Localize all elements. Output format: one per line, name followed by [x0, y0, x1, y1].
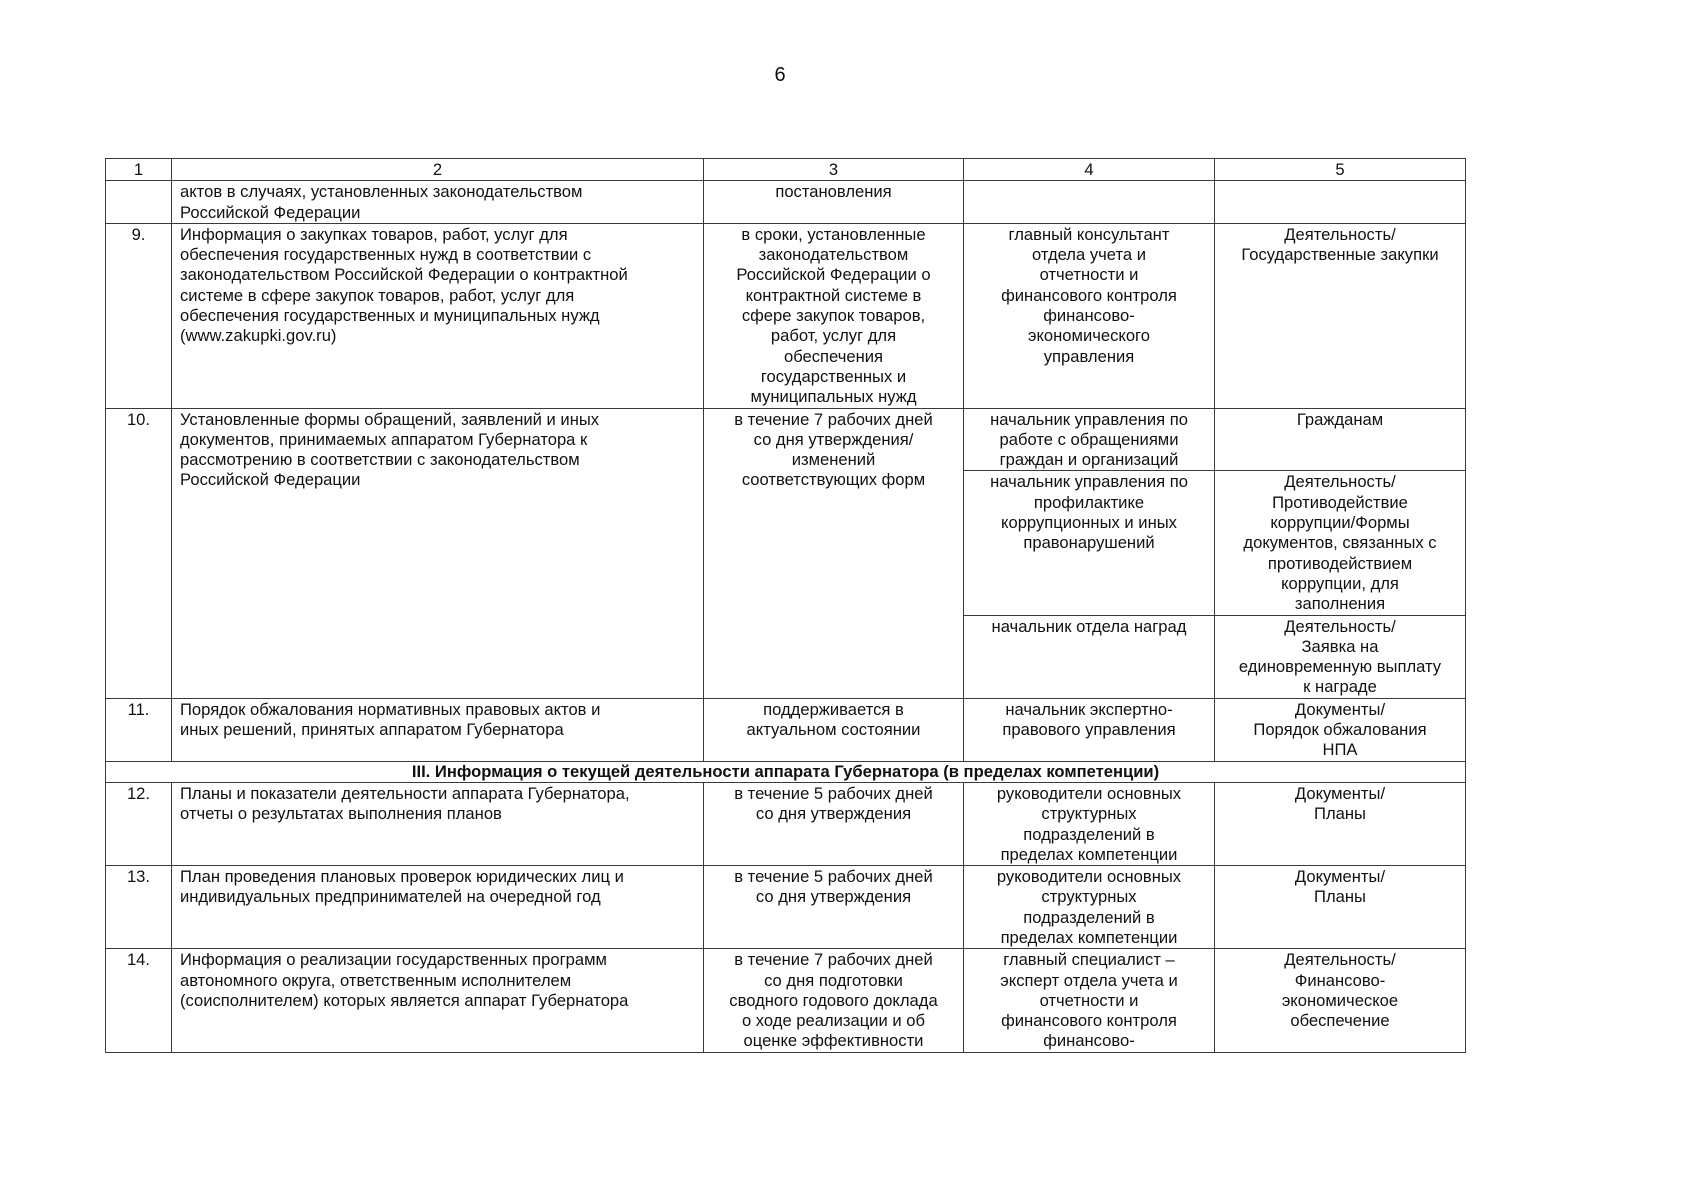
cell-text-line: обеспечение [1290, 1011, 1390, 1031]
cell-text-line: Российской Федерации [180, 470, 361, 490]
cell-text-line: начальник управления по [990, 472, 1188, 492]
cell-text-line: соответствующих форм [741, 470, 926, 490]
cell-text-line: в течение 5 рабочих дней [734, 867, 933, 887]
cell-text-line: Деятельность/ [1284, 616, 1396, 636]
cell-text-line: о ходе реализации и об [741, 1011, 926, 1031]
cell-text-line: со дня подготовки [764, 970, 903, 990]
document-table [105, 158, 1466, 1053]
cell-text-line: сводного годового доклада [729, 990, 938, 1010]
cell-text-line: единовременную выплату [1238, 657, 1442, 677]
cell-text-line: индивидуальных предпринимателей на очередной год [180, 887, 601, 907]
deadline-cell [704, 698, 964, 761]
cell-text-line: коррупции, для [1281, 573, 1399, 593]
cell-text-line: Планы [1314, 804, 1366, 824]
cell-text-line: Планы [1314, 887, 1366, 907]
cell-text-line: обеспечения государственных и муниципальных нужд [180, 306, 600, 326]
cell-text-line: со дня утверждения/ [753, 429, 914, 449]
cell-text-line: отдела учета и [1032, 245, 1146, 265]
info-cell [172, 782, 704, 865]
row-number-cell: 13. [106, 866, 172, 949]
cell-text-line: руководители основных [996, 783, 1182, 803]
cell-text-line: Российской Федерации о [736, 265, 931, 285]
header-cell: 5 [1215, 159, 1466, 181]
section-cell [1215, 408, 1466, 471]
table-row-11 [106, 698, 1466, 761]
responsible-cell [964, 471, 1215, 615]
row-number-cell: 11. [106, 698, 172, 761]
cell-text-line: начальник отдела наград [991, 616, 1187, 636]
cell-text-line: (соисполнителем) которых является аппарат Губернатора [180, 990, 629, 1010]
section-heading: III. Информация о текущей деятельности аппарата Губернатора (в пределах компетенции) [106, 761, 1466, 782]
header-cell: 4 [964, 159, 1215, 181]
cell-text-line: Государственные закупки [1241, 245, 1439, 265]
cell-text-line: в течение 7 рабочих дней [734, 409, 933, 429]
cell-text-line: финансово- [1043, 1031, 1135, 1051]
cell-text-line: профилактике [1033, 492, 1145, 512]
cell-text-line: иных решений, принятых аппаратом Губернатора [180, 720, 564, 740]
cell-text-line: Информация о закупках товаров, работ, услуг для [180, 224, 568, 244]
row-number-cell [106, 181, 172, 224]
cell-text-line: актов в случаях, установленных законодательством [180, 182, 583, 202]
cell-text-line: отчетности и [1039, 990, 1139, 1010]
cell-text-line: управления [1043, 346, 1135, 366]
responsible-cell [964, 615, 1215, 698]
cell-text-line: актуальном состоянии [746, 720, 921, 740]
cell-text-line: Порядок обжалования нормативных правовых актов и [180, 699, 601, 719]
section-heading-row [106, 761, 1466, 782]
section-cell [1215, 949, 1466, 1052]
cell-text-line: Деятельность/ [1284, 224, 1396, 244]
cell-text-line: финансово- [1043, 306, 1135, 326]
cell-text-line: системе в сфере закупок товаров, работ, услуг для [180, 285, 575, 305]
responsible-cell [964, 223, 1215, 408]
cell-text-line: главный специалист – [1003, 950, 1175, 970]
header-cell: 3 [704, 159, 964, 181]
cell-text-line: государственных и [760, 366, 907, 386]
table-row-9 [106, 223, 1466, 408]
cell-text-line: контрактной системе в [745, 285, 922, 305]
cell-text-line: работе с обращениями [999, 429, 1179, 449]
responsible-cell [964, 181, 1215, 224]
section-cell [1215, 698, 1466, 761]
table-row-12 [106, 782, 1466, 865]
cell-text-line: постановления [775, 182, 892, 202]
row-number-cell: 14. [106, 949, 172, 1052]
cell-text-line: в сроки, установленные [741, 224, 926, 244]
section-cell [1215, 866, 1466, 949]
row-number-cell: 9. [106, 223, 172, 408]
section-cell [1215, 223, 1466, 408]
cell-text-line: к награде [1303, 677, 1377, 697]
cell-text-line: Документы/ [1294, 783, 1386, 803]
cell-text-line: противодействием [1267, 553, 1413, 573]
info-cell [172, 181, 704, 224]
cell-text-line: подразделений в [1023, 824, 1155, 844]
cell-text-line: начальник управления по [990, 409, 1188, 429]
info-cell [172, 698, 704, 761]
cell-text-line: заполнения [1294, 594, 1386, 614]
deadline-cell [704, 408, 964, 698]
page-number: 6 [774, 64, 786, 86]
header-cell: 1 [106, 159, 172, 181]
cell-text-line: рассмотрению в соответствии с законодательством [180, 450, 580, 470]
cell-text-line: правового управления [1002, 720, 1176, 740]
responsible-cell [964, 782, 1215, 865]
deadline-cell [704, 223, 964, 408]
cell-text-line: со дня утверждения [755, 804, 912, 824]
cell-text-line: экономическое [1281, 990, 1399, 1010]
cell-text-line: План проведения плановых проверок юридических лиц и [180, 867, 624, 887]
cell-text-line: Информация о реализации государственных программ [180, 950, 607, 970]
cell-text-line: законодательством Российской Федерации о контрактной [180, 265, 628, 285]
cell-text-line: оценке эффективности [743, 1031, 924, 1051]
cell-text-line: финансового контроля [1001, 1011, 1177, 1031]
cell-text-line: экономического [1028, 326, 1150, 346]
header-cell: 2 [172, 159, 704, 181]
cell-text-line: обеспечения государственных нужд в соответствии с [180, 245, 592, 265]
cell-text-line: главный консультант [1008, 224, 1170, 244]
section-cell [1215, 782, 1466, 865]
cell-text-line: обеспечения [783, 346, 884, 366]
responsible-cell [964, 866, 1215, 949]
cell-text-line: НПА [1322, 740, 1358, 760]
cell-text-line: Финансово- [1294, 970, 1386, 990]
cell-text-line: Гражданам [1296, 409, 1384, 429]
cell-text-line: документов, принимаемых аппаратом Губернатора к [180, 429, 588, 449]
cell-text-line: начальник экспертно- [1005, 699, 1173, 719]
cell-text-line: граждан и организаций [999, 450, 1179, 470]
cell-text-line: муниципальных нужд [750, 387, 917, 407]
cell-text-line: работ, услуг для [770, 326, 897, 346]
deadline-cell [704, 949, 964, 1052]
cell-text-line: пределах компетенции [1000, 844, 1178, 864]
section-cell [1215, 471, 1466, 615]
cell-text-line: Деятельность/ [1284, 950, 1396, 970]
cell-text-line: в течение 5 рабочих дней [734, 783, 933, 803]
deadline-cell [704, 782, 964, 865]
table-row-continuation [106, 181, 1466, 224]
info-cell [172, 866, 704, 949]
cell-text-line: Противодействие [1272, 492, 1408, 512]
responsible-cell [964, 698, 1215, 761]
cell-text-line: законодательством [758, 245, 909, 265]
deadline-cell [704, 866, 964, 949]
table-row-13 [106, 866, 1466, 949]
cell-text-line: Документы/ [1294, 867, 1386, 887]
cell-text-line: эксперт отдела учета и [1000, 970, 1178, 990]
cell-text-line: Деятельность/ [1284, 472, 1396, 492]
table-row-10 [106, 408, 1466, 471]
table-header-row [106, 159, 1466, 181]
section-cell [1215, 181, 1466, 224]
cell-text-line: пределах компетенции [1000, 927, 1178, 947]
cell-text-line: в течение 7 рабочих дней [734, 950, 933, 970]
cell-text-line: Порядок обжалования [1253, 720, 1427, 740]
cell-text-line: документов, связанных с [1243, 533, 1437, 553]
cell-text-line: Российской Федерации [180, 202, 361, 222]
cell-text-line: изменений [791, 450, 876, 470]
row-number-cell: 10. [106, 408, 172, 698]
cell-text-line: структурных [1041, 804, 1137, 824]
cell-text-line: подразделений в [1023, 907, 1155, 927]
cell-text-line: отчетности и [1039, 265, 1139, 285]
cell-text-line: структурных [1041, 887, 1137, 907]
cell-text-line: Заявка на [1301, 636, 1379, 656]
responsible-cell [964, 949, 1215, 1052]
cell-text-line: сфере закупок товаров, [741, 306, 926, 326]
cell-text-line: Документы/ [1294, 699, 1386, 719]
cell-text-line: Установленные формы обращений, заявлений и иных [180, 409, 600, 429]
cell-text-line: автономного округа, ответственным исполнителем [180, 970, 572, 990]
info-cell [172, 949, 704, 1052]
cell-text-line: со дня утверждения [755, 887, 912, 907]
section-cell [1215, 615, 1466, 698]
cell-text-line: Планы и показатели деятельности аппарата Губернатора, [180, 783, 630, 803]
cell-text-line: (www.zakupki.gov.ru) [180, 326, 337, 346]
cell-text-line: руководители основных [996, 867, 1182, 887]
cell-text-line: коррупционных и иных [1001, 513, 1177, 533]
cell-text-line: коррупции/Формы [1270, 513, 1410, 533]
info-cell [172, 223, 704, 408]
row-number-cell: 12. [106, 782, 172, 865]
cell-text-line: поддерживается в [763, 699, 904, 719]
table-row-14 [106, 949, 1466, 1052]
cell-text-line: финансового контроля [1001, 285, 1177, 305]
responsible-cell [964, 408, 1215, 471]
info-cell [172, 408, 704, 698]
cell-text-line: правонарушений [1023, 533, 1155, 553]
deadline-cell [704, 181, 964, 224]
cell-text-line: отчеты о результатах выполнения планов [180, 804, 502, 824]
